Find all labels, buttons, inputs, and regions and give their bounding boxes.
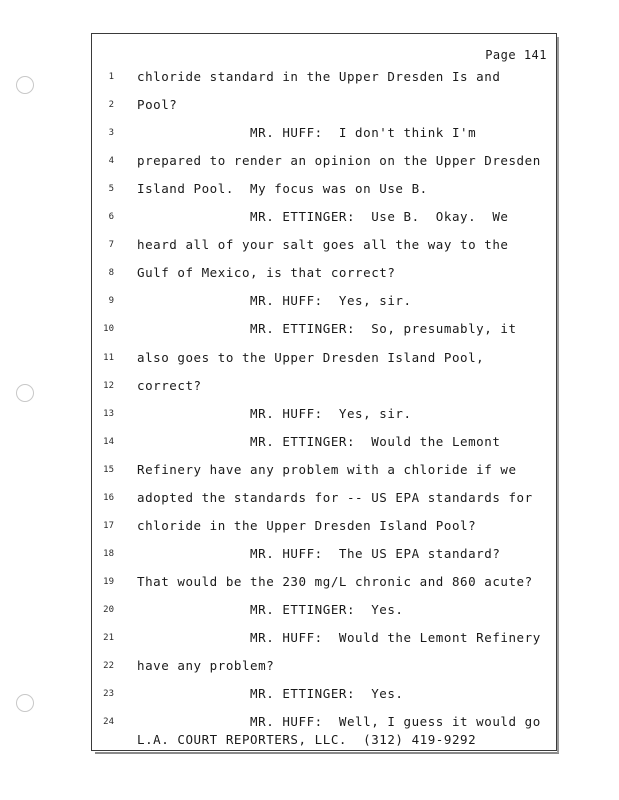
transcript-line: [0, 125, 619, 145]
transcript-line: [0, 350, 619, 370]
transcript-line: [0, 153, 619, 173]
transcript-line: [0, 265, 619, 285]
line-number: 9: [108, 296, 114, 307]
transcript-line: [0, 181, 619, 201]
line-text: MR. ETTINGER: Yes.: [137, 686, 404, 702]
line-text: MR. HUFF: I don't think I'm: [137, 125, 477, 141]
line-number: 18: [103, 548, 114, 559]
line-text: also goes to the Upper Dresden Island Pool,: [137, 349, 485, 365]
page-edge-shadow: [95, 752, 559, 754]
line-number: 14: [103, 436, 114, 447]
line-text: That would be the 230 mg/L chronic and 860 acute?: [137, 573, 533, 589]
transcript-line: [0, 546, 619, 566]
line-text: chloride in the Upper Dresden Island Pool?: [137, 517, 477, 533]
transcript-line: [0, 209, 619, 229]
page-number: Page 141: [485, 48, 547, 62]
line-text: heard all of your salt goes all the way to the: [137, 237, 509, 253]
transcript-line: [0, 434, 619, 454]
line-number: 1: [108, 72, 114, 82]
line-text: MR. ETTINGER: So, presumably, it: [137, 321, 517, 337]
transcript-line: [0, 490, 619, 510]
line-text: Gulf of Mexico, is that correct?: [137, 265, 396, 281]
line-text: MR. HUFF: Yes, sir.: [137, 293, 412, 309]
transcript-line: [0, 378, 619, 398]
court-reporter-footer: L.A. COURT REPORTERS, LLC. (312) 419-9292: [137, 732, 477, 747]
line-number: 20: [103, 604, 114, 615]
line-number: 13: [103, 408, 114, 419]
line-number: 7: [108, 240, 114, 251]
line-text: Refinery have any problem with a chloride if we: [137, 461, 517, 477]
line-number: 19: [103, 576, 114, 587]
line-number: 12: [103, 380, 114, 391]
line-text: prepared to render an opinion on the Upper Dresden: [137, 153, 541, 169]
transcript-line: [0, 658, 619, 678]
line-number: 11: [103, 352, 114, 363]
line-number: 2: [108, 100, 114, 111]
line-number: 10: [103, 324, 114, 335]
transcript-line: [0, 293, 619, 313]
line-number: 24: [103, 717, 114, 728]
line-number: 15: [103, 464, 114, 475]
line-text: adopted the standards for -- US EPA standards for: [137, 489, 533, 505]
line-number: 22: [103, 661, 114, 672]
transcript-line: [0, 686, 619, 706]
line-number: 8: [108, 268, 114, 279]
line-text: MR. ETTINGER: Would the Lemont: [137, 433, 501, 449]
transcript-line: [0, 97, 619, 117]
line-number: 4: [108, 156, 114, 167]
line-text: correct?: [137, 377, 202, 393]
line-number: 17: [103, 520, 114, 531]
transcript-line: [0, 237, 619, 257]
line-text: MR. HUFF: Would the Lemont Refinery: [137, 630, 541, 645]
transcript-line: [0, 602, 619, 622]
line-text: chloride standard in the Upper Dresden Is and: [137, 69, 501, 84]
line-text: MR. HUFF: The US EPA standard?: [137, 545, 501, 561]
line-text: have any problem?: [137, 658, 275, 674]
line-number: 21: [103, 633, 114, 643]
transcript-line: [0, 518, 619, 538]
transcript-line: [0, 630, 619, 650]
transcript-line: [0, 406, 619, 426]
line-text: MR. HUFF: Well, I guess it would go: [137, 714, 541, 730]
transcript-line: [0, 69, 619, 89]
line-number: 5: [108, 184, 114, 195]
line-number: 6: [108, 212, 114, 223]
line-text: MR. ETTINGER: Yes.: [137, 601, 404, 617]
line-text: Island Pool. My focus was on Use B.: [137, 181, 428, 197]
line-number: 16: [103, 492, 114, 503]
transcript-line: [0, 462, 619, 482]
transcript-line: [0, 574, 619, 594]
line-text: Pool?: [137, 97, 178, 113]
line-number: 3: [108, 128, 114, 139]
transcript-line: [0, 321, 619, 341]
line-number: 23: [103, 689, 114, 700]
line-text: MR. ETTINGER: Use B. Okay. We: [137, 209, 509, 225]
line-text: MR. HUFF: Yes, sir.: [137, 405, 412, 421]
